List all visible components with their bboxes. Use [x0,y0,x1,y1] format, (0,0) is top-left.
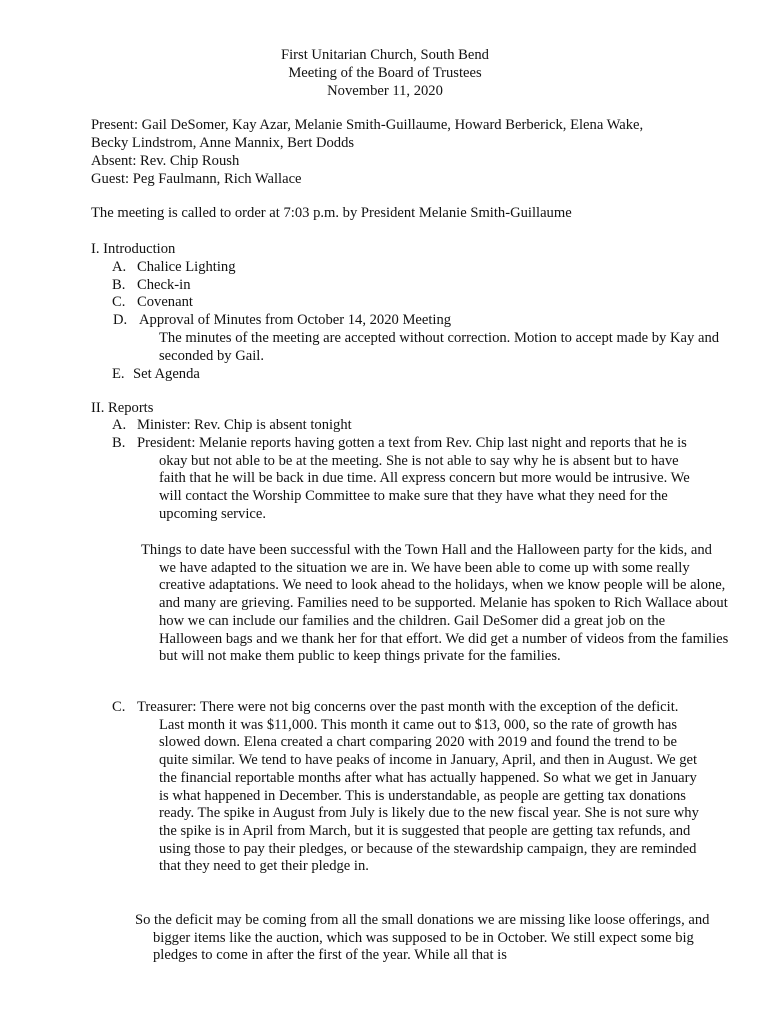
minister-report [112,417,352,435]
guest-list: Guest: Peg Faulmann, Rich Wallace [91,171,302,187]
item-label: E. [112,366,125,382]
item-label: C. [112,294,126,310]
agenda-item [112,366,200,384]
item-text: Chalice Lighting [137,259,236,275]
present-list-line2: Becky Lindstrom, Anne Mannix, Bert Dodds [91,135,355,151]
item-text: Check-in [137,277,191,293]
item-text: Covenant [137,294,193,310]
treasurer-report-continued: So the deficit may be coming from all the small donations we are missing like loose offerings, and bigger items like the auction, which was supposed to be in October. We still expect some big pledges to come in after the first of the year. While all that is [135,912,710,964]
absent-list: Absent: Rev. Chip Roush [91,153,240,169]
item-label: B. [112,435,126,451]
section-reports-title: II. Reports [91,400,154,416]
agenda-item [112,294,193,312]
section-introduction-title: I. Introduction [91,241,176,257]
president-report [112,435,724,524]
treasurer-report [112,699,724,876]
item-text: Minister: Rev. Chip is absent tonight [137,417,352,433]
treasurer-report-text: Treasurer: There were not big concerns over the past month with the exception of the deficit. Last month it was $11,000. This month it came out to $13, 000, so the rate of growth has slowed down. Elena created a chart comparing 2020 with 2019 and found the trend to be quite similar. We tend to have peaks of income in January, April, and then in August. We get the financial reportable months after what has actually happened. So what we get in January is what happened in December. This is understandable, as people are getting tax donations ready. The spike in August from July is likely due to the new fiscal year. She is not sure why the spike is in April from March, but it is suggested that people are getting tax refunds, and using those to pay their pledges, or because of the stewardship campaign, they are reminded that they need to get their pledge in. [137,699,699,875]
item-label: A. [112,259,127,275]
meeting-date: November 11, 2020 [327,83,443,99]
item-text: Set Agenda [133,366,200,382]
president-report-text: President: Melanie reports having gotten a text from Rev. Chip last night and reports that he is okay but not able to be at the meeting. She is not able to say why he is absent but to have faith that he will be back in due time. All express concern but more would be intrusive. We will contact the Worship Committee to make sure that they have what they need for the upcoming service. [137,435,690,522]
item-label: A. [112,417,127,433]
agenda-item [113,312,451,330]
agenda-item [112,259,236,277]
item-label: B. [112,277,126,293]
church-name: First Unitarian Church, South Bend [281,47,489,63]
present-list-line1: Present: Gail DeSomer, Kay Azar, Melanie Smith-Guillaume, Howard Berberick, Elena Wake, [91,117,644,133]
agenda-item [112,277,191,295]
minutes-approval-note: The minutes of the meeting are accepted without correction. Motion to accept made by Kay and seconded by Gail. [159,330,720,364]
item-label: C. [112,699,126,715]
item-label: D. [113,312,128,328]
item-text: Approval of Minutes from October 14, 2020 Meeting [139,312,452,328]
call-to-order: The meeting is called to order at 7:03 p.m. by President Melanie Smith-Guillaume [91,205,572,221]
president-report-continued: Things to date have been successful with the Town Hall and the Halloween party for the kids, and we have adapted to the situation we are in. We have been able to come up with some really creative adaptations. We need to look ahead to the holidays, when we know people will be alone, and many are grieving. Families need to be supported. Melanie has spoken to Rich Wallace about how we can include our families and the children. Gail DeSomer did a great job on the Halloween bags and we thank her for that effort. We did get a number of videos from the families but will not make them public to keep things private for the families. [141,542,729,665]
meeting-title: Meeting of the Board of Trustees [288,65,482,81]
